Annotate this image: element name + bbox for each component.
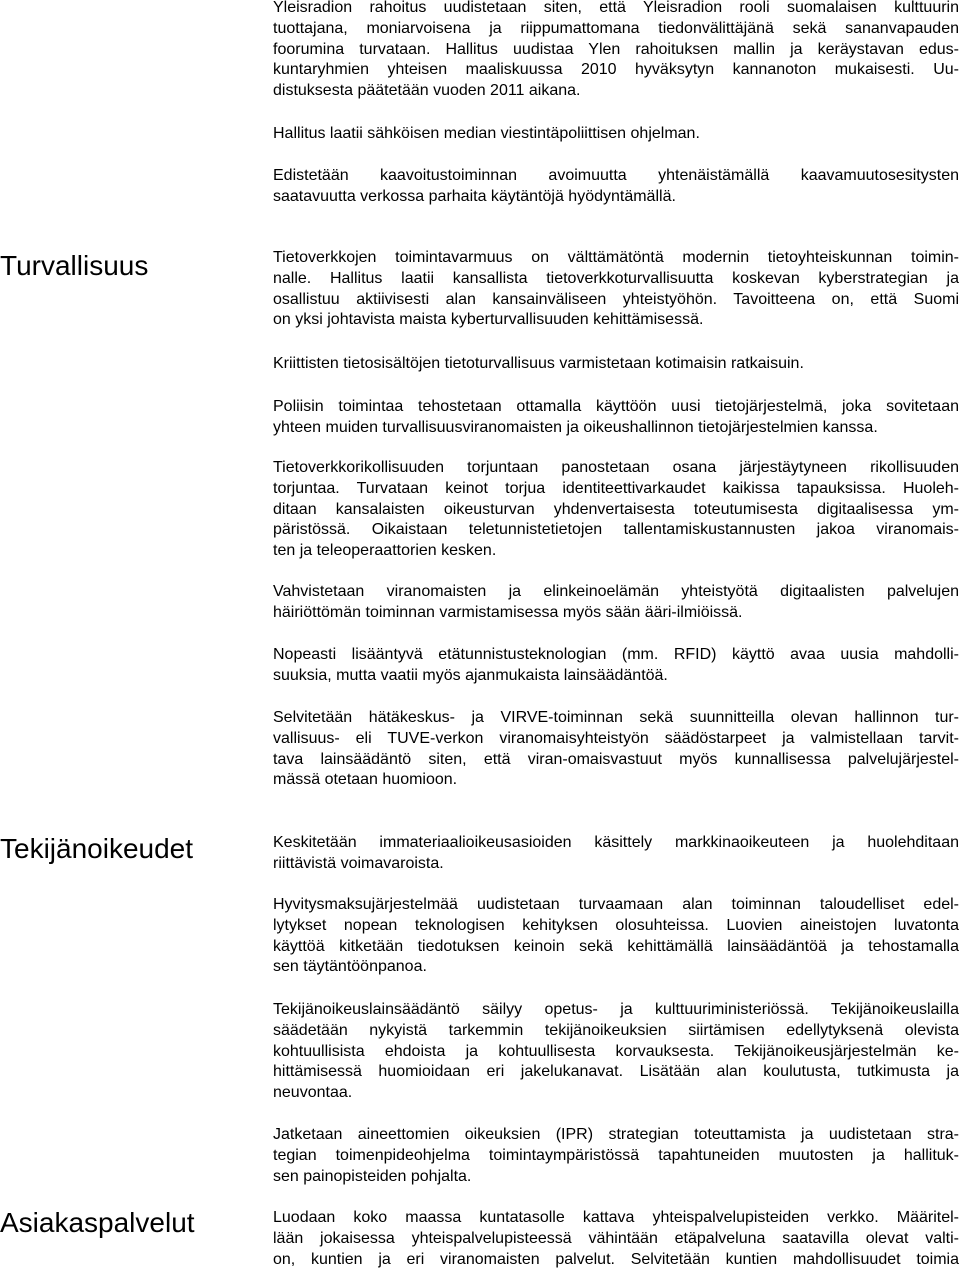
text-line: vallisuus- eli TUVE-verkon viranomaisyhteistyön säädöstarpeet ja valmistellaan tarvit- <box>273 729 959 747</box>
text-line: Vahvistetaan viranomaisten ja elinkeinoelämän yhteistyötä digitaalisten palvelujen <box>273 583 959 600</box>
text-line: Edistetään kaavoitustoiminnan avoimuutta yhtenäistämällä kaavamuutosesitysten <box>273 167 959 184</box>
text-line: kuntaryhmien yhteisen maaliskuussa 2010 hyväksytyn kannanoton mukaisesti. Uu- <box>273 61 959 79</box>
text-line: distuksesta päätetään vuoden 2011 aikana. <box>273 82 581 100</box>
paragraph <box>273 124 959 145</box>
text-line: suuksia, mutta vaatii myös ajanmukaista lainsäädäntöä. <box>273 666 668 684</box>
paragraph <box>273 354 959 375</box>
text-line: Tekijänoikeuslainsäädäntö säilyy opetus- ja kulttuuriministeriössä. Tekijänoikeuslailla <box>273 1001 959 1018</box>
text-line: tegian toimenpideohjelma toimintaympäristössä tapahtuneiden muutosten ja hallituk- <box>273 1146 959 1164</box>
paragraph <box>273 166 959 208</box>
text-line: sen painopisteiden pohjalta. <box>273 1167 472 1185</box>
paragraph <box>273 645 959 687</box>
text-line: Yleisradion rahoitus uudistetaan siten, että Yleisradion rooli suomalaisen kulttuurin <box>273 0 959 16</box>
text-line: sen täytäntöönpanoa. <box>273 958 427 976</box>
text-line: on yksi johtavista maista kyberturvallisuuden kehittämisessä. <box>273 311 704 329</box>
paragraph <box>273 895 959 978</box>
text-line: mässä otetaan huomioon. <box>273 771 458 789</box>
text-line: Kriittisten tietosisältöjen tietoturvallisuus varmistetaan kotimaisin ratkaisuin. <box>273 355 804 372</box>
section-heading: Tekijänoikeudet <box>0 833 194 864</box>
text-line: säädetään nykyistä tarkemmin tekijänoikeuksien siirtämisen edellytyksenä olevista <box>273 1021 959 1039</box>
section-heading: Asiakaspalvelut <box>0 1207 195 1238</box>
text-line: Nopeasti lisääntyvä etätunnistusteknologian (mm. RFID) käyttö avaa uusia mahdolli- <box>273 646 959 663</box>
text-line: päristössä. Oikaistaan teletunnistetietojen tallentamiskustannusten jakoa viranomais- <box>273 521 959 539</box>
text-line: osallistuu aktiivisesti alan kansainväliseen yhteistyöhön. Tavoitteena on, että Suomi <box>273 290 959 308</box>
paragraph <box>273 458 959 562</box>
text-line: torjuntaa. Turvataan keinot torjua identiteettivarkaudet kaikissa tapauksissa. Huoleh- <box>273 479 959 497</box>
text-line: yhteen muiden turvallisuusviranomaisten ja oikeushallinnon tietojärjestelmien kanssa. <box>273 418 878 436</box>
paragraph <box>273 0 959 102</box>
text-line: riittävistä voimavaroista. <box>273 854 444 872</box>
text-line: Hyvitysmaksujärjestelmää uudistetaan turvaamaan alan toiminnan taloudelliset edel- <box>273 896 959 913</box>
paragraph <box>273 397 959 439</box>
paragraph <box>273 833 959 875</box>
text-line: käyttöä kitketään tiedotuksen keinoin sekä kehittämällä lainsäädäntöä ja tehostamalla <box>273 937 959 955</box>
text-line: neuvontaa. <box>273 1084 353 1102</box>
text-line: lytykset nopean teknologisen kehityksen olosuhteissa. Luovien aineistojen luvatonta <box>273 916 959 934</box>
text-line: nalle. Hallitus laatii kansallista tietoverkkoturvallisuutta koskevan kyberstrategian ja <box>273 269 959 287</box>
text-line: Luodaan koko maassa kuntatasolle kattava yhteispalvelupisteiden verkko. Määritel- <box>273 1209 959 1226</box>
text-line: on, kuntien ja eri viranomaisten palvelut. Selvitetään kuntien mahdollisuudet toimia <box>273 1250 959 1268</box>
text-line: Jatketaan aineettomien oikeuksien (IPR) strategian toteuttamista ja uudistetaan stra- <box>273 1126 959 1143</box>
text-line: häiriöttömän toiminnan varmistamisessa myös sään ääri-ilmiöissä. <box>273 603 743 621</box>
text-line: lään jokaisessa yhteispalvelupisteessä vähintään etäpalveluna saatavilla olevat valti- <box>273 1229 959 1247</box>
text-line: hittämisessä huomioidaan eri jakelukanavat. Lisätään alan koulutusta, tutkimusta ja <box>273 1063 959 1081</box>
text-line: Tietoverkkojen toimintavarmuus on välttämätöntä modernin tietoyhteiskunnan toimin- <box>273 249 959 266</box>
text-line: Poliisin toimintaa tehostetaan ottamalla käyttöön uusi tietojärjestelmä, joka sovitetaan <box>273 398 959 415</box>
text-line: Selvitetään hätäkeskus- ja VIRVE-toiminnan sekä suunnitteilla olevan hallinnon tur- <box>273 709 959 726</box>
text-line: tava lainsäädäntö siten, että viran-omaisvastuut myös kunnallisessa palvelujärjestel- <box>273 750 959 768</box>
paragraph <box>273 1000 959 1104</box>
paragraph <box>273 248 959 331</box>
paragraph <box>273 708 959 791</box>
text-line: tuottajana, moniarvoisena ja riippumattomana tiedonvälittäjänä sekä sananvapauden <box>273 19 959 37</box>
text-line: saatavuutta verkossa parhaita käytäntöjä hyödyntämällä. <box>273 187 676 205</box>
text-line: Hallitus laatii sähköisen median viestintäpoliittisen ohjelman. <box>273 125 700 142</box>
section-heading: Turvallisuus <box>0 250 149 281</box>
paragraph <box>273 582 959 624</box>
paragraph <box>273 1208 959 1270</box>
text-line: Keskitetään immateriaalioikeusasioiden käsittely markkinaoikeuteen ja huolehditaan <box>273 834 959 851</box>
text-line: kohtuullisista ehdoista ja kohtuullisesta korvauksesta. Tekijänoikeusjärjestelmän ke- <box>273 1042 959 1060</box>
text-line: foorumina turvataan. Hallitus uudistaa Ylen rahoituksen mallin ja keräystavan edus- <box>273 40 959 58</box>
text-line: ditaan kansalaisten oikeusturvan yhdenvertaisesta toteutumisesta digitaalisessa ym- <box>273 500 959 518</box>
text-line: ten ja teleoperaattorien kesken. <box>273 542 497 560</box>
paragraph <box>273 1125 959 1187</box>
text-line: Tietoverkkorikollisuuden torjuntaan panostetaan osana järjestäytyneen rikollisuuden <box>273 459 959 476</box>
